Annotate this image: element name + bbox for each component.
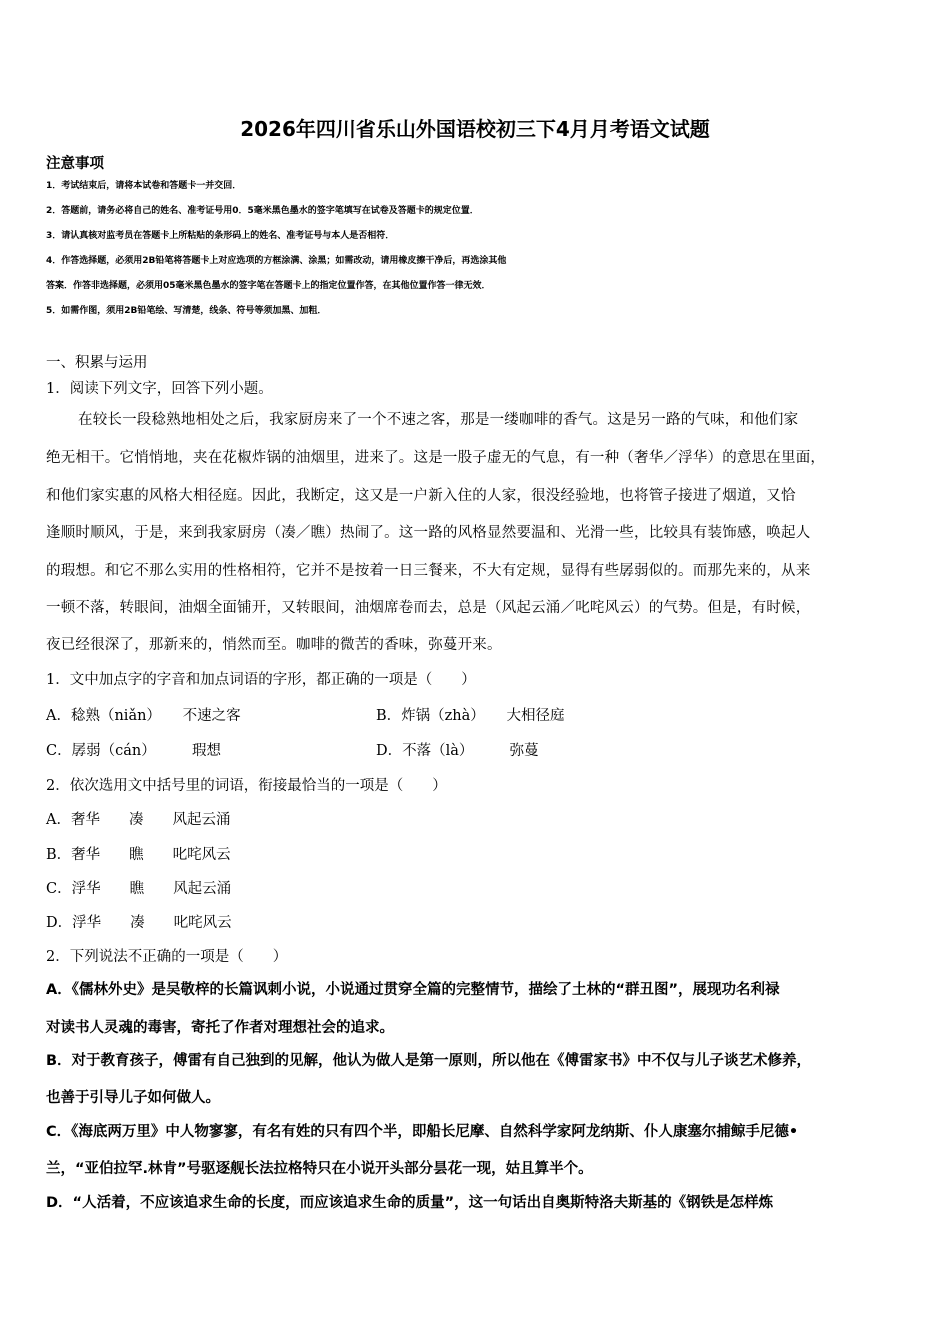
- passage-line: 的瑕想。和它不那么实用的性格相符，它并不是按着一日三餐来，不大有定规，显得有些孱弱似的。而那先来的，从来: [46, 563, 811, 579]
- passage-line: 在较长一段稔熟地相处之后，我家厨房来了一个不速之客，那是一缕咖啡的香气。这是另一路的气味，和他们家: [78, 412, 799, 428]
- question-intro: 1．阅读下列文字，回答下列小题。: [46, 381, 273, 397]
- option-c-line: C．《海底两万里》中人物寥寥，有名有姓的只有四个半，即船长尼摩、自然科学家阿龙纳斯、仆人康塞尔捕鲸手尼德•: [46, 1124, 799, 1140]
- section-heading: 一、积累与运用: [46, 355, 148, 371]
- option-a: A．奢华 凑 风起云涌: [46, 812, 231, 828]
- option-a-line: 对读书人灵魂的毒害，寄托了作者对理想社会的追求。: [46, 1020, 394, 1036]
- option-c-line: 兰，“亚伯拉罕.林肯”号驱逐舰长法拉格特只在小说开头部分昙花一现，姑且算半个。: [46, 1161, 593, 1177]
- option-d-line: D．“人活着，不应该追求生命的长度，而应该追求生命的质量”，这一句话出自奥斯特洛夫斯基的《钢铁是怎样炼: [46, 1195, 774, 1211]
- option-c: C．孱弱（cán） 瑕想: [46, 743, 221, 759]
- option-b-line: B．对于教育孩子，傅雷有自己独到的见解，他认为做人是第一原则，所以他在《傅雷家书》中不仅与儿子谈艺术修养，: [46, 1053, 812, 1069]
- option-d: D．不落（là） 弥蔓: [376, 743, 539, 759]
- passage-line: 夜已经很深了，那新来的，悄然而至。咖啡的微苦的香味，弥蔓开来。: [46, 637, 502, 653]
- option-b-line: 也善于引导儿子如何做人。: [46, 1090, 220, 1106]
- option-c: C．浮华 瞧 风起云涌: [46, 881, 232, 897]
- notice-line: 答案．作答非选择题，必须用05毫米黑色墨水的签字笔在答题卡上的指定位置作答，在其他位置作答一律无效．: [46, 281, 491, 291]
- page-title: 2026年四川省乐山外国语校初三下4月月考语文试题: [240, 117, 710, 141]
- option-d: D．浮华 凑 叱咤风云: [46, 915, 232, 931]
- notice-line: 5．如需作图，须用2B铅笔绘、写清楚，线条、符号等须加黑、加粗．: [46, 306, 327, 316]
- notice-line: 3．请认真核对监考员在答题卡上所粘贴的条形码上的姓名、准考证号与本人是否相符．: [46, 231, 395, 241]
- option-b: B．炸锅（zhà） 大相径庭: [376, 708, 565, 724]
- passage-line: 绝无相干。它悄悄地，夹在花椒炸锅的油烟里，进来了。这是一股子虚无的气息，有一种（奢华／浮华）的意思在里面，: [46, 450, 826, 466]
- sub-question-stem: 2．依次选用文中括号里的词语，衔接最恰当的一项是（ ）: [46, 778, 447, 794]
- notice-line: 4．作答选择题，必须用2B铅笔将答题卡上对应选项的方框涂满、涂黑；如需改动，请用橡皮擦干净后，再选涂其他: [46, 256, 507, 266]
- passage-line: 逢顺时顺风，于是，来到我家厨房（凑／瞧）热闹了。这一路的风格显然要温和、光滑一些，比较具有装饰感，唤起人: [46, 525, 811, 541]
- notice-line: 2．答题前，请务必将自己的姓名、准考证号用0．5毫米黑色墨水的签字笔填写在试卷及答题卡的规定位置．: [46, 206, 479, 216]
- passage-line: 一顿不落，转眼间，油烟全面铺开，又转眼间，油烟席卷而去，总是（风起云涌／叱咤风云）的气势。但是，有时候，: [46, 600, 811, 616]
- option-b: B．奢华 瞧 叱咤风云: [46, 847, 231, 863]
- passage-line: 和他们家实惠的风格大相径庭。因此，我断定，这又是一户新入住的人家，很没经验地，也将管子接进了烟道，又恰: [46, 488, 796, 504]
- option-a-line: A．《儒林外史》是吴敬梓的长篇讽刺小说，小说通过贯穿全篇的完整情节，描绘了土林的“群丑图”，展现功名利禄: [46, 982, 780, 998]
- notice-heading: 注意事项: [46, 156, 104, 172]
- option-a: A．稔熟（niǎn） 不速之客: [46, 708, 241, 724]
- sub-question-stem: 1．文中加点字的字音和加点词语的字形，都正确的一项是（ ）: [46, 672, 476, 688]
- notice-line: 1．考试结束后，请将本试卷和答题卡一并交回．: [46, 181, 242, 191]
- question-stem: 2．下列说法不正确的一项是（ ）: [46, 949, 288, 965]
